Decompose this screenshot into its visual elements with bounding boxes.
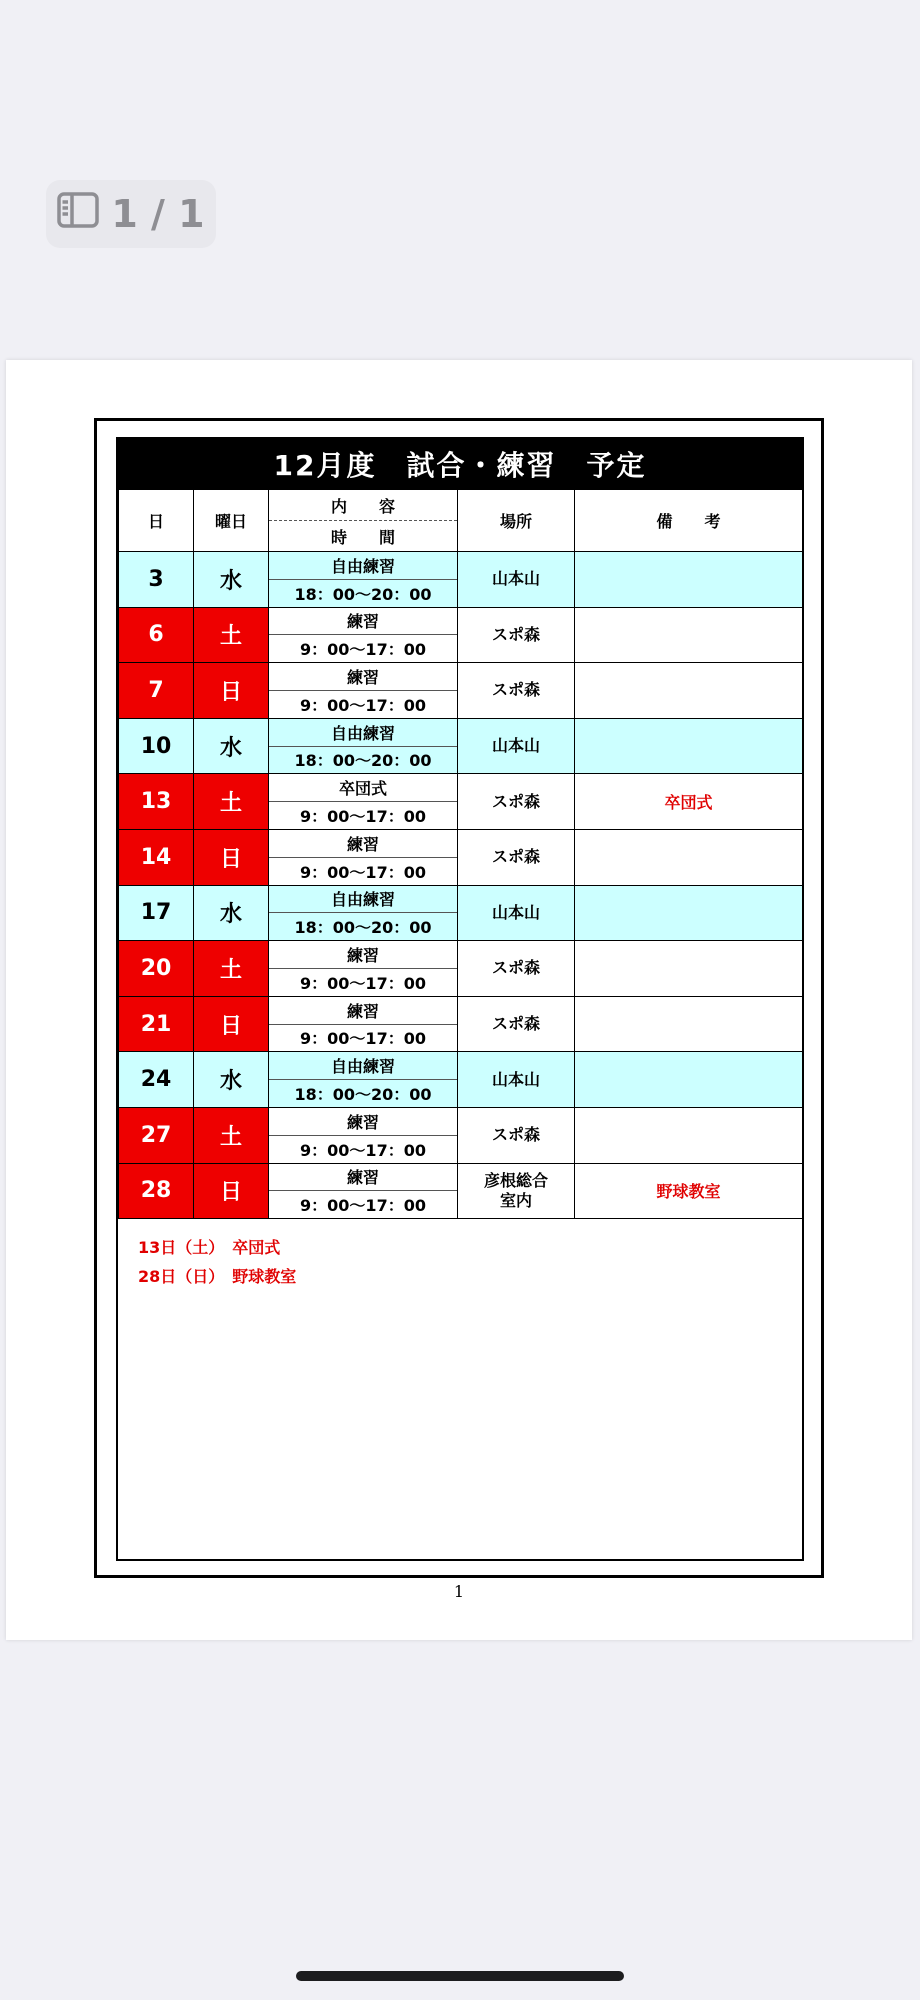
content-time-cell (269, 941, 458, 997)
place-cell: 山本山 (458, 552, 575, 608)
note-cell (575, 996, 803, 1052)
outer-frame (94, 418, 824, 1578)
day-cell: 27 (119, 1107, 194, 1163)
note-cell: 野球教室 (575, 1163, 803, 1219)
time-text: 18：00～20：00 (294, 1085, 432, 1105)
place-cell: 山本山 (458, 1052, 575, 1108)
note-cell (575, 1052, 803, 1108)
day-cell: 3 (119, 552, 194, 608)
day-cell: 17 (119, 885, 194, 941)
sidebar-icon (57, 192, 99, 237)
schedule-row (119, 1052, 803, 1108)
time-text: 18：00～20：00 (294, 584, 432, 604)
content-text: 練習 (269, 997, 457, 1025)
content-time-cell (269, 1107, 458, 1163)
content-text: 練習 (269, 1164, 457, 1192)
content-time-cell (269, 663, 458, 719)
time-text: 9：00～17：00 (300, 862, 426, 882)
time-text: 9：00～17：00 (300, 1196, 426, 1216)
schedule-row (119, 1163, 803, 1219)
note-cell (575, 829, 803, 885)
schedule-row (119, 941, 803, 997)
place-cell: スポ森 (458, 996, 575, 1052)
day-cell: 6 (119, 607, 194, 663)
content-time-cell (269, 996, 458, 1052)
footnote: 13日（土） 卒団式 (138, 1238, 281, 1258)
header-content-time (269, 490, 458, 552)
weekday-cell: 土 (194, 607, 269, 663)
day-cell: 24 (119, 1052, 194, 1108)
page-indicator[interactable] (46, 180, 216, 248)
time-text: 18：00～20：00 (294, 918, 432, 938)
weekday-cell: 土 (194, 1107, 269, 1163)
header-content: 内 容 (269, 490, 457, 521)
schedule-row (119, 607, 803, 663)
page-indicator-text: 1 / 1 (111, 192, 205, 236)
day-cell: 13 (119, 774, 194, 830)
schedule-table (118, 489, 803, 1219)
header-row (119, 490, 803, 552)
day-cell: 7 (119, 663, 194, 719)
content-time-cell (269, 552, 458, 608)
content-text: 練習 (269, 1108, 457, 1136)
inner-frame (116, 437, 804, 1561)
time-text: 18：00～20：00 (294, 751, 432, 771)
place-cell: スポ森 (458, 941, 575, 997)
day-cell: 14 (119, 829, 194, 885)
time-text: 9：00～17：00 (300, 973, 426, 993)
schedule-row (119, 885, 803, 941)
note-cell (575, 885, 803, 941)
day-cell: 10 (119, 718, 194, 774)
schedule-row (119, 1107, 803, 1163)
page-number: 1 (453, 1582, 465, 1601)
weekday-cell: 日 (194, 996, 269, 1052)
weekday-cell: 日 (194, 1163, 269, 1219)
time-text: 9：00～17：00 (300, 1029, 426, 1049)
schedule-row (119, 996, 803, 1052)
day-cell: 20 (119, 941, 194, 997)
header-place: 場所 (458, 490, 575, 552)
home-indicator (296, 1971, 624, 1981)
time-text: 9：00～17：00 (300, 1140, 426, 1160)
note-cell (575, 941, 803, 997)
place-cell: スポ森 (458, 607, 575, 663)
header-weekday: 曜日 (194, 490, 269, 552)
header-time: 時 間 (330, 527, 395, 547)
place-cell: スポ森 (458, 774, 575, 830)
place-cell: スポ森 (458, 663, 575, 719)
content-time-cell (269, 829, 458, 885)
content-text: 自由練習 (269, 886, 457, 914)
place-cell: スポ森 (458, 829, 575, 885)
time-text: 9：00～17：00 (300, 640, 426, 660)
note-cell (575, 663, 803, 719)
weekday-cell: 水 (194, 1052, 269, 1108)
schedule-row (119, 552, 803, 608)
time-text: 9：00～17：00 (300, 695, 426, 715)
content-text: 自由練習 (269, 552, 457, 580)
schedule-row (119, 718, 803, 774)
schedule-title: 12月度 試合・練習 予定 (118, 439, 802, 489)
weekday-cell: 日 (194, 663, 269, 719)
place-cell: 山本山 (458, 718, 575, 774)
day-cell: 21 (119, 996, 194, 1052)
content-text: 卒団式 (269, 774, 457, 802)
content-text: 練習 (269, 663, 457, 691)
day-cell: 28 (119, 1163, 194, 1219)
weekday-cell: 土 (194, 941, 269, 997)
content-time-cell (269, 774, 458, 830)
note-cell (575, 552, 803, 608)
content-text: 自由練習 (269, 1052, 457, 1080)
place-cell: 山本山 (458, 885, 575, 941)
note-cell (575, 607, 803, 663)
content-text: 練習 (269, 830, 457, 858)
note-cell: 卒団式 (575, 774, 803, 830)
schedule-row (119, 829, 803, 885)
content-time-cell (269, 1052, 458, 1108)
content-time-cell (269, 607, 458, 663)
content-text: 自由練習 (269, 719, 457, 747)
note-cell (575, 718, 803, 774)
document-page (6, 360, 912, 1640)
content-time-cell (269, 718, 458, 774)
note-cell (575, 1107, 803, 1163)
weekday-cell: 水 (194, 885, 269, 941)
weekday-cell: 土 (194, 774, 269, 830)
header-day: 日 (119, 490, 194, 552)
footnotes (118, 1219, 802, 1291)
content-time-cell (269, 885, 458, 941)
header-notes: 備 考 (575, 490, 803, 552)
weekday-cell: 水 (194, 718, 269, 774)
schedule-row (119, 774, 803, 830)
place-cell: 彦根総合 室内 (458, 1163, 575, 1219)
weekday-cell: 日 (194, 829, 269, 885)
weekday-cell: 水 (194, 552, 269, 608)
footnote: 28日（日） 野球教室 (138, 1267, 297, 1287)
content-text: 練習 (269, 941, 457, 969)
time-text: 9：00～17：00 (300, 807, 426, 827)
content-text: 練習 (269, 608, 457, 636)
place-cell: スポ森 (458, 1107, 575, 1163)
schedule-row (119, 663, 803, 719)
content-time-cell (269, 1163, 458, 1219)
